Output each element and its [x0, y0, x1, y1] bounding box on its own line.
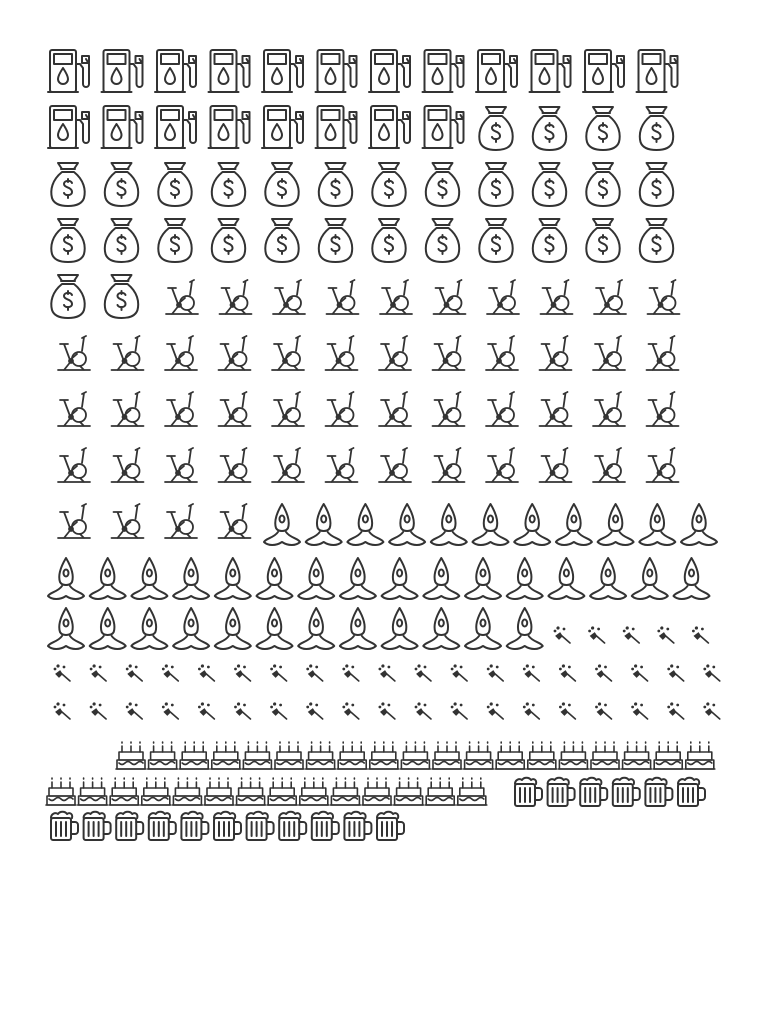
shooting-star-icon — [632, 703, 648, 719]
shooting-star-icon — [704, 703, 720, 719]
beer-mug-icon — [149, 812, 176, 840]
shooting-star-icon — [560, 703, 576, 719]
beer-mug-icon — [515, 778, 542, 806]
gas-pump-icon — [316, 50, 357, 92]
exercise-bike-icon — [433, 448, 465, 482]
money-bag-icon — [533, 107, 566, 150]
meditation-icon — [465, 558, 501, 599]
shooting-star-icon — [126, 703, 142, 719]
exercise-bike-icon — [326, 448, 358, 482]
beer-mug-icon — [678, 778, 705, 806]
shooting-star-icon — [163, 703, 179, 719]
shooting-star-icon — [704, 665, 720, 681]
birthday-cake-icon — [495, 742, 525, 769]
exercise-bike-icon — [593, 392, 625, 426]
birthday-cake-icon — [622, 742, 652, 769]
meditation-icon — [173, 558, 209, 599]
exercise-bike-icon — [165, 336, 197, 370]
shooting-star-icon — [554, 627, 570, 643]
money-bag-icon — [372, 163, 405, 206]
exercise-bike-icon — [593, 448, 625, 482]
gas-pump-icon — [102, 106, 143, 148]
meditation-icon — [507, 608, 543, 649]
birthday-cake-icon — [425, 778, 455, 805]
beer-mug-icon — [548, 778, 575, 806]
exercise-bike-icon — [379, 336, 411, 370]
money-bag-icon — [212, 163, 245, 206]
exercise-bike-icon — [165, 392, 197, 426]
shooting-star-icon — [54, 665, 70, 681]
money-bag-icon — [426, 219, 459, 262]
gas-pump-icon — [423, 50, 464, 92]
birthday-cake-icon — [109, 778, 139, 805]
gas-pump-icon — [316, 106, 357, 148]
meditation-icon — [465, 608, 501, 649]
exercise-bike-icon — [112, 336, 144, 370]
meditation-icon — [389, 504, 425, 545]
birthday-cake-icon — [400, 742, 430, 769]
exercise-bike-icon — [594, 280, 626, 314]
money-bag-icon — [533, 163, 566, 206]
meditation-icon — [507, 558, 543, 599]
birthday-cake-icon — [653, 742, 683, 769]
shooting-star-icon — [90, 665, 106, 681]
meditation-icon — [257, 558, 293, 599]
exercise-bike-icon — [112, 504, 144, 538]
meditation-icon — [257, 608, 293, 649]
gas-pump-icon — [155, 106, 196, 148]
meditation-icon — [347, 504, 383, 545]
gas-pump-icon — [262, 106, 303, 148]
money-bag-icon — [586, 163, 619, 206]
money-bag-icon — [105, 219, 138, 262]
money-bag-icon — [265, 163, 298, 206]
meditation-icon — [298, 558, 334, 599]
shooting-star-icon — [524, 665, 540, 681]
meditation-icon — [264, 504, 300, 545]
shooting-star-icon — [451, 703, 467, 719]
money-bag-icon — [640, 163, 673, 206]
gas-pump-icon — [102, 50, 143, 92]
money-bag-icon — [426, 163, 459, 206]
money-bag-icon — [586, 219, 619, 262]
meditation-icon — [473, 504, 509, 545]
birthday-cake-icon — [590, 742, 620, 769]
gas-pump-icon — [369, 50, 410, 92]
beer-mug-icon — [181, 812, 208, 840]
birthday-cake-icon — [394, 778, 424, 805]
gas-pump-icon — [637, 50, 678, 92]
beer-mug-icon — [214, 812, 241, 840]
meditation-icon — [423, 558, 459, 599]
shooting-star-icon — [126, 665, 142, 681]
birthday-cake-icon — [116, 742, 146, 769]
birthday-cake-icon — [148, 742, 178, 769]
beer-mug-icon — [116, 812, 143, 840]
gas-pump-icon — [48, 50, 89, 92]
shooting-star-icon — [343, 703, 359, 719]
shooting-star-icon — [632, 665, 648, 681]
shooting-star-icon — [560, 665, 576, 681]
birthday-cake-icon — [179, 742, 209, 769]
money-bag-icon — [479, 107, 512, 150]
exercise-bike-icon — [379, 448, 411, 482]
meditation-icon — [423, 608, 459, 649]
money-bag-icon — [372, 219, 405, 262]
exercise-bike-icon — [648, 280, 680, 314]
meditation-icon — [215, 608, 251, 649]
meditation-icon — [215, 558, 251, 599]
birthday-cake-icon — [362, 778, 392, 805]
money-bag-icon — [51, 163, 84, 206]
birthday-cake-icon — [242, 742, 272, 769]
birthday-cake-icon — [78, 778, 108, 805]
money-bag-icon — [479, 163, 512, 206]
shooting-star-icon — [596, 665, 612, 681]
shooting-star-icon — [596, 703, 612, 719]
money-bag-icon — [319, 163, 352, 206]
shooting-star-icon — [54, 703, 70, 719]
meditation-icon — [48, 558, 84, 599]
beer-mug-icon — [247, 812, 274, 840]
exercise-bike-icon — [272, 336, 304, 370]
exercise-bike-icon — [58, 448, 90, 482]
exercise-bike-icon — [326, 392, 358, 426]
exercise-bike-icon — [219, 392, 251, 426]
birthday-cake-icon — [274, 742, 304, 769]
shooting-star-icon — [589, 627, 605, 643]
exercise-bike-icon — [272, 392, 304, 426]
birthday-cake-icon — [330, 778, 360, 805]
shooting-star-icon — [524, 703, 540, 719]
exercise-bike-icon — [165, 504, 197, 538]
beer-mug-icon — [312, 812, 339, 840]
money-bag-icon — [105, 163, 138, 206]
exercise-bike-icon — [112, 448, 144, 482]
money-bag-icon — [105, 275, 138, 318]
shooting-star-icon — [487, 665, 503, 681]
exercise-bike-icon — [219, 448, 251, 482]
meditation-icon — [48, 608, 84, 649]
money-bag-icon — [158, 219, 191, 262]
gas-pump-icon — [262, 50, 303, 92]
meditation-icon — [90, 608, 126, 649]
birthday-cake-icon — [369, 742, 399, 769]
exercise-bike-icon — [166, 280, 198, 314]
exercise-bike-icon — [220, 280, 252, 314]
shooting-star-icon — [658, 627, 674, 643]
exercise-bike-icon — [487, 280, 519, 314]
exercise-bike-icon — [165, 448, 197, 482]
shooting-star-icon — [199, 665, 215, 681]
shooting-star-icon — [379, 665, 395, 681]
exercise-bike-icon — [486, 448, 518, 482]
gas-pump-icon — [476, 50, 517, 92]
beer-mug-icon — [344, 812, 371, 840]
birthday-cake-icon — [141, 778, 171, 805]
meditation-icon — [382, 608, 418, 649]
exercise-bike-icon — [540, 448, 572, 482]
money-bag-icon — [158, 163, 191, 206]
birthday-cake-icon — [457, 778, 487, 805]
shooting-star-icon — [415, 665, 431, 681]
exercise-bike-icon — [647, 336, 679, 370]
exercise-bike-icon — [327, 280, 359, 314]
shooting-star-icon — [343, 665, 359, 681]
exercise-bike-icon — [272, 448, 304, 482]
meditation-icon — [514, 504, 550, 545]
meditation-icon — [131, 558, 167, 599]
exercise-bike-icon — [486, 336, 518, 370]
exercise-bike-icon — [58, 504, 90, 538]
shooting-star-icon — [90, 703, 106, 719]
shooting-star-icon — [307, 703, 323, 719]
beer-mug-icon — [613, 778, 640, 806]
exercise-bike-icon — [593, 336, 625, 370]
meditation-icon — [382, 558, 418, 599]
birthday-cake-icon — [464, 742, 494, 769]
money-bag-icon — [265, 219, 298, 262]
meditation-icon — [340, 558, 376, 599]
gas-pump-icon — [155, 50, 196, 92]
exercise-bike-icon — [112, 392, 144, 426]
birthday-cake-icon — [204, 778, 234, 805]
shooting-star-icon — [487, 703, 503, 719]
birthday-cake-icon — [299, 778, 329, 805]
exercise-bike-icon — [58, 392, 90, 426]
meditation-icon — [556, 504, 592, 545]
money-bag-icon — [319, 219, 352, 262]
meditation-icon — [298, 608, 334, 649]
meditation-icon — [674, 558, 710, 599]
shooting-star-icon — [623, 627, 639, 643]
exercise-bike-icon — [647, 448, 679, 482]
shooting-star-icon — [668, 665, 684, 681]
meditation-icon — [598, 504, 634, 545]
meditation-icon — [639, 504, 675, 545]
meditation-icon — [173, 608, 209, 649]
meditation-icon — [681, 504, 717, 545]
exercise-bike-icon — [433, 336, 465, 370]
money-bag-icon — [533, 219, 566, 262]
money-bag-icon — [586, 107, 619, 150]
shooting-star-icon — [235, 665, 251, 681]
shooting-star-icon — [379, 703, 395, 719]
money-bag-icon — [212, 219, 245, 262]
shooting-star-icon — [668, 703, 684, 719]
birthday-cake-icon — [172, 778, 202, 805]
shooting-star-icon — [271, 703, 287, 719]
birthday-cake-icon — [432, 742, 462, 769]
gas-pump-icon — [209, 50, 250, 92]
gas-pump-icon — [583, 50, 624, 92]
shooting-star-icon — [235, 703, 251, 719]
birthday-cake-icon — [46, 778, 76, 805]
gas-pump-icon — [209, 106, 250, 148]
money-bag-icon — [51, 275, 84, 318]
shooting-star-icon — [693, 627, 709, 643]
shooting-star-icon — [271, 665, 287, 681]
money-bag-icon — [640, 219, 673, 262]
shooting-star-icon — [163, 665, 179, 681]
meditation-icon — [306, 504, 342, 545]
exercise-bike-icon — [219, 504, 251, 538]
beer-mug-icon — [645, 778, 672, 806]
money-bag-icon — [51, 219, 84, 262]
gas-pump-icon — [423, 106, 464, 148]
exercise-bike-icon — [433, 392, 465, 426]
exercise-bike-icon — [647, 392, 679, 426]
exercise-bike-icon — [486, 392, 518, 426]
meditation-icon — [548, 558, 584, 599]
exercise-bike-icon — [273, 280, 305, 314]
exercise-bike-icon — [219, 336, 251, 370]
birthday-cake-icon — [306, 742, 336, 769]
birthday-cake-icon — [558, 742, 588, 769]
birthday-cake-icon — [337, 742, 367, 769]
beer-mug-icon — [51, 812, 78, 840]
exercise-bike-icon — [540, 392, 572, 426]
meditation-icon — [431, 504, 467, 545]
meditation-icon — [131, 608, 167, 649]
beer-mug-icon — [580, 778, 607, 806]
meditation-icon — [90, 558, 126, 599]
gas-pump-icon — [530, 50, 571, 92]
birthday-cake-icon — [211, 742, 241, 769]
shooting-star-icon — [415, 703, 431, 719]
meditation-icon — [632, 558, 668, 599]
exercise-bike-icon — [379, 392, 411, 426]
shooting-star-icon — [307, 665, 323, 681]
shooting-star-icon — [199, 703, 215, 719]
birthday-cake-icon — [236, 778, 266, 805]
gas-pump-icon — [369, 106, 410, 148]
exercise-bike-icon — [380, 280, 412, 314]
meditation-icon — [590, 558, 626, 599]
beer-mug-icon — [84, 812, 111, 840]
birthday-cake-icon — [685, 742, 715, 769]
exercise-bike-icon — [326, 336, 358, 370]
birthday-cake-icon — [527, 742, 557, 769]
beer-mug-icon — [377, 812, 404, 840]
exercise-bike-icon — [540, 336, 572, 370]
exercise-bike-icon — [434, 280, 466, 314]
shooting-star-icon — [451, 665, 467, 681]
exercise-bike-icon — [58, 336, 90, 370]
money-bag-icon — [640, 107, 673, 150]
gas-pump-icon — [48, 106, 89, 148]
birthday-cake-icon — [267, 778, 297, 805]
beer-mug-icon — [279, 812, 306, 840]
meditation-icon — [340, 608, 376, 649]
money-bag-icon — [479, 219, 512, 262]
exercise-bike-icon — [541, 280, 573, 314]
